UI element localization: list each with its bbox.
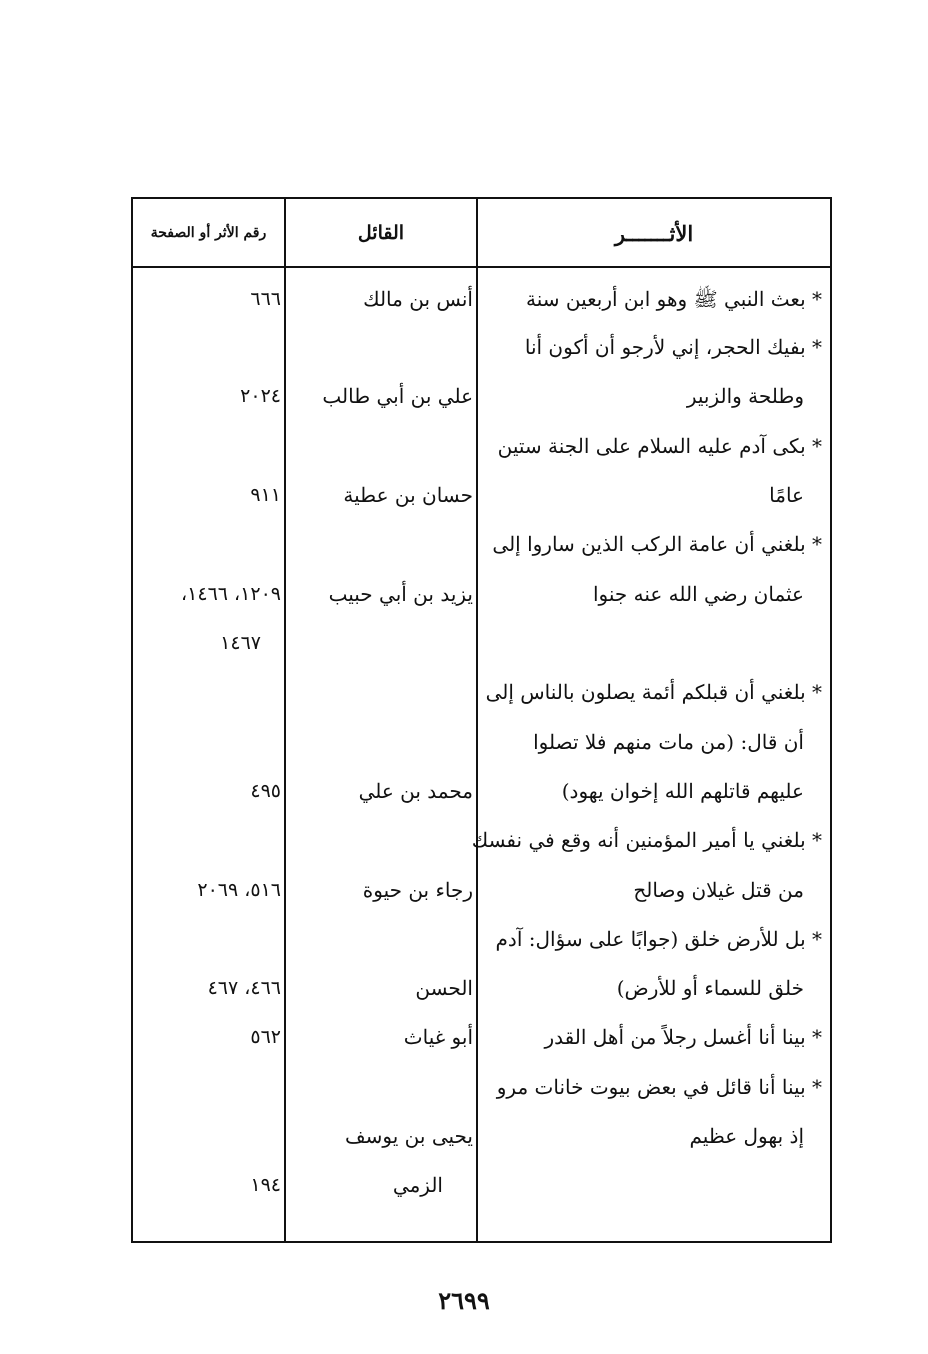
athar-text: * بينا أنا قائل في بعض بيوت خانات مرو [496, 1075, 822, 1099]
qail-text: الحسن [415, 976, 473, 1000]
raqm-text: ١٩٤ [250, 1174, 281, 1196]
athar-text: * بعث النبي ﷺ وهو ابن أربعين سنة [526, 287, 822, 311]
athar-text: عامًا [769, 483, 804, 507]
qail-text: محمد بن علي [358, 779, 473, 803]
page-number: ٢٦٩٩ [438, 1286, 490, 1315]
raqm-text: ٦٦٦ [250, 288, 281, 310]
athar-text: عثمان رضي الله عنه جنوا [592, 582, 804, 606]
qail-text: يحيى بن يوسف [344, 1124, 473, 1148]
athar-text: عليهم قاتلهم الله إخوان يهود) [561, 779, 804, 803]
qail-text: أبو غياث [403, 1025, 473, 1049]
athar-text: * بل للأرض خلق (جوابًا على سؤال: آدم [495, 927, 822, 951]
athar-index-table [131, 197, 832, 1243]
column-divider [284, 199, 286, 1241]
raqm-text: ٢٠٢٤ [240, 385, 281, 407]
athar-text: * بكى آدم عليه السلام على الجنة ستين [497, 434, 822, 458]
qail-text: الزمي [392, 1173, 443, 1197]
raqm-text: ٤٩٥ [250, 780, 281, 802]
header-athar: الأثـــــــر [614, 220, 694, 246]
qail-text: أنس بن مالك [363, 287, 473, 311]
athar-text: * بفيك الحجر، إني لأرجو أن أكون أنا [524, 335, 822, 359]
athar-text: إذ بهول عظيم [689, 1124, 804, 1148]
qail-text: حسان بن عطية [343, 483, 473, 507]
header-qail: القائل [357, 222, 405, 244]
raqm-text: ٩١١ [250, 484, 281, 506]
header-raqm: رقم الأثر أو الصفحة [150, 225, 267, 241]
qail-text: رجاء بن حيوة [362, 878, 473, 902]
raqm-text: ٥١٦، ٢٠٦٩ [197, 879, 281, 901]
qail-text: علي بن أبي طالب [322, 384, 473, 408]
athar-text: * بلغني يا أمير المؤمنين أنه وقع في نفسك [471, 828, 822, 852]
raqm-text: ٥٦٢ [250, 1026, 281, 1048]
qail-text: يزيد بن أبي حبيب [328, 582, 473, 606]
athar-text: * بينا أنا أغسل رجلاً من أهل القدر [544, 1025, 822, 1049]
athar-text: من قتل غيلان وصالح [633, 878, 804, 902]
athar-text: * بلغني أن عامة الركب الذين ساروا إلى [492, 532, 822, 556]
raqm-text: ١٢٠٩، ١٤٦٦، [181, 583, 281, 605]
athar-text: * بلغني أن قبلكم أئمة يصلون بالناس إلى [485, 680, 822, 704]
athar-text: وطلحة والزبير [686, 384, 804, 408]
athar-text: أن قال: (من مات منهم فلا تصلوا [533, 730, 804, 754]
raqm-text: ٤٦٦، ٤٦٧ [207, 977, 281, 999]
raqm-text: ١٤٦٧ [220, 632, 261, 654]
athar-text: خلق للسماء أو للأرض) [616, 976, 804, 1000]
